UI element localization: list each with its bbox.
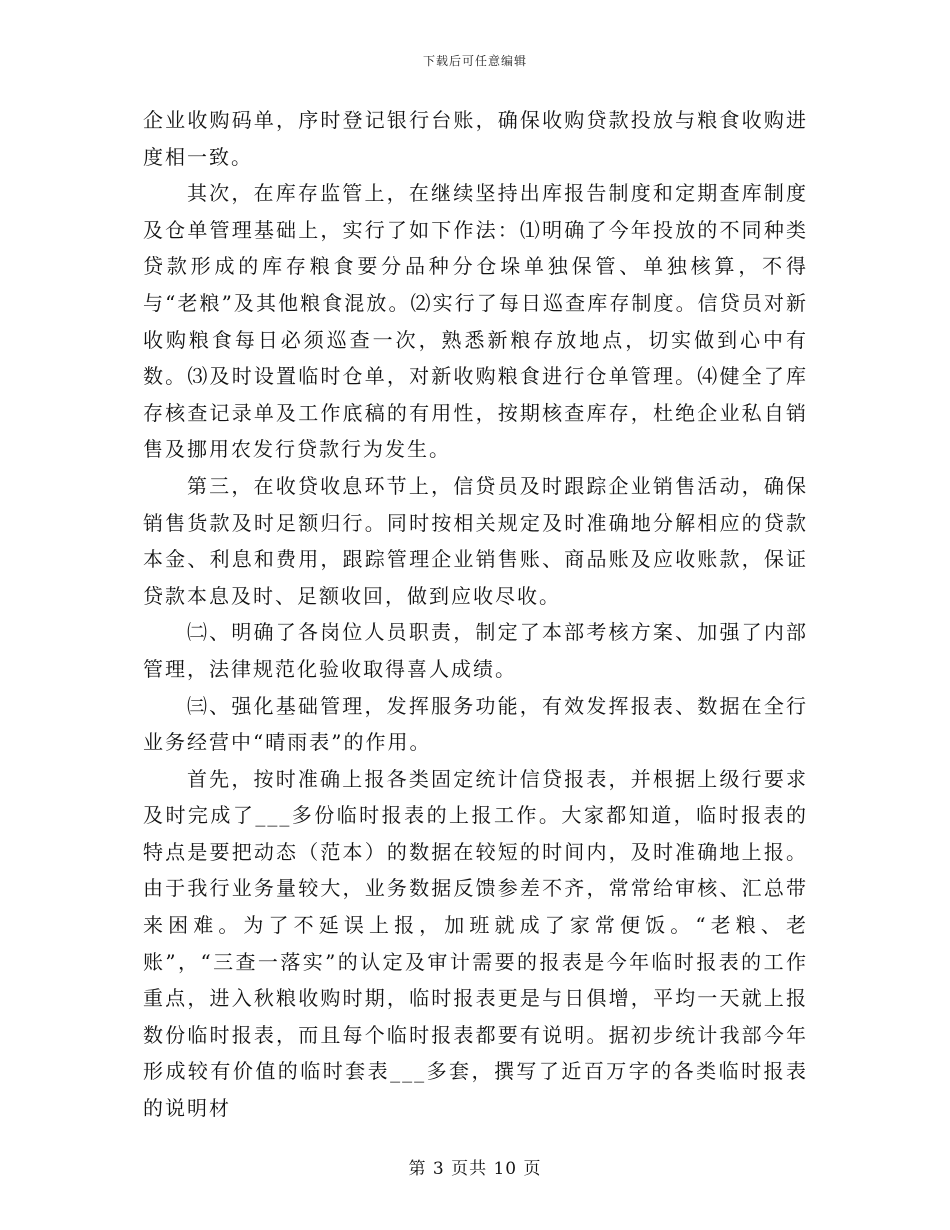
paragraph-5: ㈢、强化基础管理，发挥服务功能，有效发挥报表、数据在全行业务经营中“晴雨表”的作用。 [143, 693, 808, 755]
page-header-note: 下载后可任意编辑 [422, 54, 527, 68]
paragraph-2: 其次，在库存监管上，在继续坚持出库报告制度和定期查库制度及仓单管理基础上，实行了如下作法：⑴明确了今年投放的不同种类贷款形成的库存粮食要分品种分仓垛单独保管、单独核算，不得与“老粮”及其他粮食混放。⑵实行了每日巡查库存制度。信贷员对新收购粮食每日必须巡查一次，熟悉新粮存放地点，切实做到心中有数。⑶及时设置临时仓单，对新收购粮食进行仓单管理。⑷健全了库存核查记录单及工作底稿的有用性，按期核查库存，杜绝企业私自销售及挪用农发行贷款行为发生。 [143, 181, 808, 462]
paragraph-4: ㈡、明确了各岗位人员职责，制定了本部考核方案、加强了内部管理，法律规范化验收取得喜人成绩。 [143, 620, 808, 681]
paragraph-3: 第三，在收贷收息环节上，信贷员及时跟踪企业销售活动，确保销售货款及时足额归行。同时按相关规定及时准确地分解相应的贷款本金、利息和费用，跟踪管理企业销售账、商品账及应收账款，保证贷款本息及时、足额收回，做到应收尽收。 [143, 473, 808, 608]
document-body [143, 102, 808, 1127]
paragraph-6: 首先，按时准确上报各类固定统计信贷报表，并根据上级行要求及时完成了___多份临时报表的上报工作。大家都知道，临时报表的特点是要把动态（范本）的数据在较短的时间内，及时准确地上报。由于我行业务量较大，业务数据反馈参差不齐，常常给审核、汇总带来困难。为了不延误上报，加班就成了家常便饭。“老粮、老账”，“三查一落实”的认定及审计需要的报表是今年临时报表的工作重点，进入秋粮收购时期，临时报表更是与日俱增，平均一天就上报数份临时报表，而且每个临时报表都要有说明。据初步统计我部今年形成较有价值的临时套表___多套，撰写了近百万字的各类临时报表的说明材 [143, 766, 808, 1121]
paragraph-1: 企业收购码单，序时登记银行台账，确保收购贷款投放与粮食收购进度相一致。 [143, 108, 808, 169]
page-number: 第 3 页共 10 页 [408, 1159, 542, 1179]
